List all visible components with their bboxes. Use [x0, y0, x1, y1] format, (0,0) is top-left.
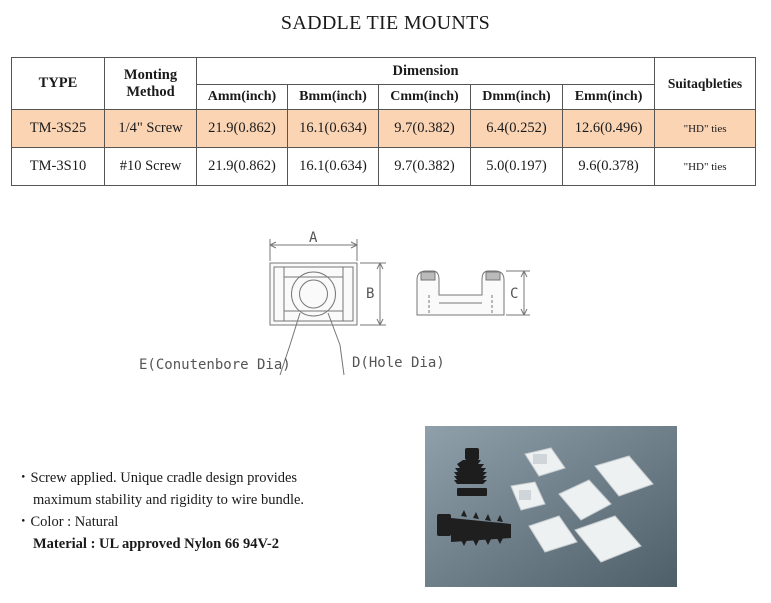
dimension-header: Dimension: [197, 58, 655, 85]
note-line: ・Screw applied. Unique cradle design provides: [16, 470, 298, 486]
method-header-line2: Method: [126, 83, 175, 100]
cell-b: 16.1(0.634): [288, 148, 379, 186]
type-header: TYPE: [12, 58, 105, 110]
cell-b: 16.1(0.634): [288, 110, 379, 148]
dim-col-d: Dmm(inch): [471, 85, 563, 110]
dimension-diagram: [130, 225, 550, 385]
cell-e: 12.6(0.496): [563, 110, 655, 148]
label-b: B: [366, 286, 375, 302]
cell-type: TM-3S10: [12, 148, 105, 186]
cell-ties: "HD" ties: [655, 110, 756, 148]
product-photo: [425, 426, 677, 587]
product-notes: [16, 467, 304, 555]
cell-d: 6.4(0.252): [471, 110, 563, 148]
cell-c: 9.7(0.382): [379, 148, 471, 186]
table-row: [12, 148, 756, 186]
note-line: maximum stability and rigidity to wire bundle.: [33, 492, 305, 508]
note-line: ・Color : Natural: [16, 514, 119, 530]
dim-col-c: Cmm(inch): [379, 85, 471, 110]
page-title: SADDLE TIE MOUNTS: [280, 12, 491, 34]
dim-col-a: Amm(inch): [197, 85, 288, 110]
method-header-line1: Monting: [123, 66, 178, 83]
cell-a: 21.9(0.862): [197, 148, 288, 186]
label-c: C: [510, 286, 519, 302]
dim-col-b: Bmm(inch): [288, 85, 379, 110]
cell-a: 21.9(0.862): [197, 110, 288, 148]
cell-d: 5.0(0.197): [471, 148, 563, 186]
spec-table: [11, 57, 756, 186]
cell-c: 9.7(0.382): [379, 110, 471, 148]
cell-method: 1/4" Screw: [105, 110, 197, 148]
table-row: [12, 110, 756, 148]
material-note: Material : UL approved Nylon 66 94V-2: [33, 536, 279, 552]
label-d: D(Hole Dia): [352, 355, 445, 371]
cell-type: TM-3S25: [12, 110, 105, 148]
label-a: A: [309, 230, 318, 246]
cell-ties: "HD" ties: [655, 148, 756, 186]
label-e: E(Conutenbore Dia): [139, 357, 291, 373]
dim-col-e: Emm(inch): [563, 85, 655, 110]
suitable-ties-header: Suitaqbleties: [655, 58, 756, 110]
method-header: [105, 58, 197, 110]
cell-e: 9.6(0.378): [563, 148, 655, 186]
cell-method: #10 Screw: [105, 148, 197, 186]
